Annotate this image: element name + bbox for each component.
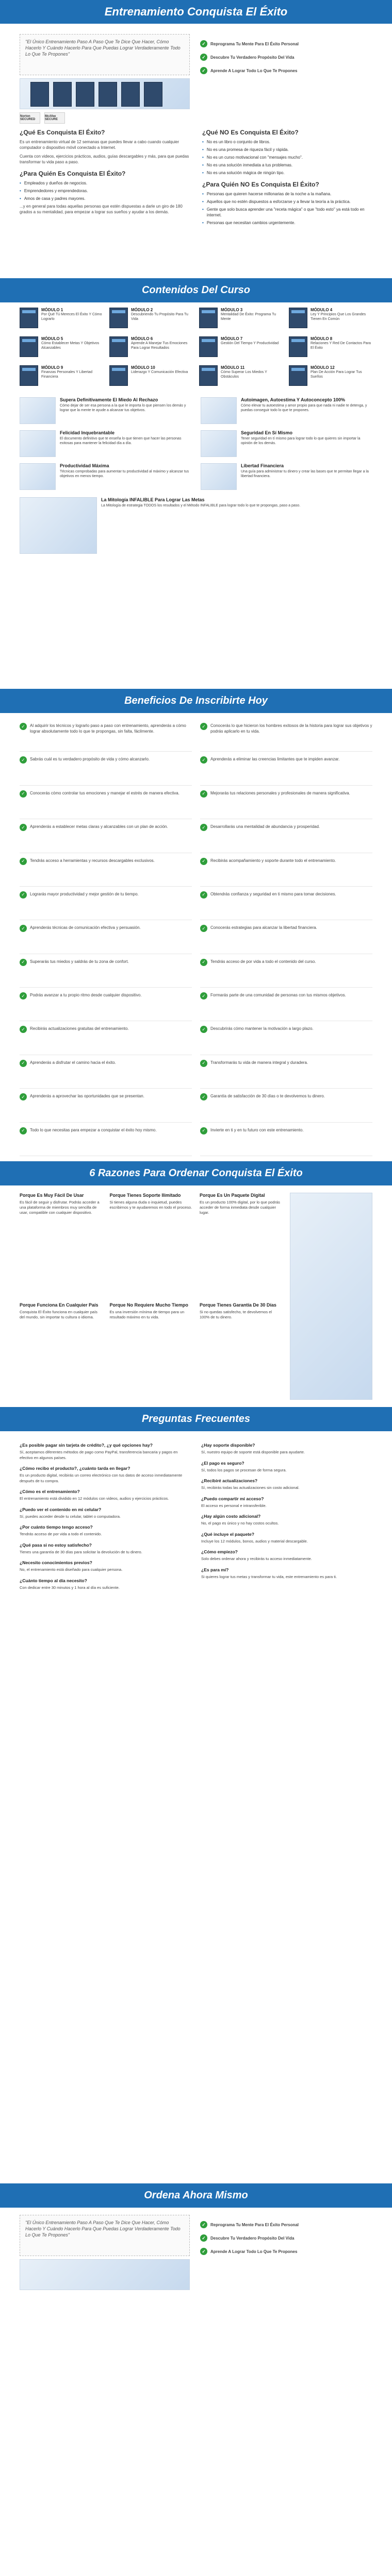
faq-answer: El entrenamiento está dividido en 12 módulos con videos, audios y ejercicios prácticos.	[20, 1496, 169, 1501]
module-item: MÓDULO 3 Mentalidad De Éxito: Programa Tu Mente	[199, 308, 283, 332]
module-item: MÓDULO 6 Aprende A Manejar Tus Emociones Para Lograr Resultados	[109, 336, 193, 361]
benefit-item: ✓ Tendrás acceso a herramientas y recursos descargables exclusivos.	[20, 853, 192, 887]
faq-answer: El acceso es personal e intransferible.	[201, 1503, 267, 1508]
benefit-item: ✓ Transformarás tu vida de manera integral y duradera.	[200, 1055, 372, 1089]
benefit-item: ✓ Conocerás cómo controlar tus emociones y manejar el estrés de manera efectiva.	[20, 786, 192, 819]
feature-image	[20, 497, 97, 554]
feature-image	[20, 463, 56, 490]
faq-grid	[0, 1431, 392, 2183]
not-for-list	[202, 191, 372, 226]
module-thumbnail	[199, 308, 218, 328]
faq-question: ¿Es para mí?	[201, 1567, 229, 1572]
benefit-item: ✓ Tendrás acceso de por vida a todo el contenido del curso.	[200, 954, 372, 988]
order-bullet: ✓ Aprende A Lograr Todo Lo Que Te Propones	[200, 2248, 372, 2255]
check-icon: ✓	[200, 992, 207, 999]
faq-question: ¿Cómo recibo el producto?, ¿cuánto tarda en llegar?	[20, 1466, 130, 1471]
modules-grid	[20, 308, 372, 390]
reasons-grid	[0, 1185, 392, 1407]
feature-item: La Mitología INFALIBLE Para Lograr Las Metas La Mitología de estrategia TODOS los resultados y el Método INFALIBLE para lograr todo lo que te propongas, paso a paso.	[20, 497, 372, 554]
not-for-title: ¿Para Quién NO Es Conquista El Éxito?	[202, 181, 319, 188]
benefit-item: ✓ Desarrollarás una mentalidad de abundancia y prosperidad.	[200, 819, 372, 853]
faq-column	[20, 1437, 191, 2177]
benefit-item: ✓ Aprenderás a eliminar las creencias limitantes que te impiden avanzar.	[200, 752, 372, 785]
benefit-item: ✓ Al adquirir los técnicos y lograrlo paso a paso con entrenamiento, aprenderás a cómo lograr absolutamente todo lo que te propongas, sin falta, fácilmente.	[20, 718, 192, 752]
module-thumbnail	[289, 308, 307, 328]
benefit-item: ✓ Garantía de satisfacción de 30 días o te devolvemos tu dinero.	[200, 1089, 372, 1122]
module-thumbnail	[289, 365, 307, 386]
benefit-item: ✓ Mejorarás tus relaciones personales y profesionales de manera significativa.	[200, 786, 372, 819]
benefit-item: ✓ Recibirás actualizaciones gratuitas del entrenamiento.	[20, 1021, 192, 1055]
hero-bullets	[200, 40, 372, 74]
faq-question: ¿Puedo ver el contenido en mi celular?	[20, 1506, 102, 1512]
list-item: • Gente que solo busca aprender una "receta mágica" o que "todo esto" ya está todo en internet.	[202, 207, 372, 218]
what-not-list	[202, 139, 372, 176]
check-icon: ✓	[200, 1026, 207, 1033]
benefit-item: ✓ Aprenderás a establecer metas claras y alcanzables con un plan de acción.	[20, 819, 192, 853]
intro-section	[0, 124, 392, 278]
feature-item: Seguridad En Sí Mismo Tener seguridad en tí mismo para lograr todo lo que quieres sin importar la opinión de los demás.	[201, 430, 372, 457]
check-icon: ✓	[20, 790, 27, 798]
module-thumbnail	[199, 336, 218, 357]
order-bullets	[200, 2221, 372, 2255]
check-icon: ✓	[200, 959, 207, 966]
hero-section	[0, 24, 392, 106]
faq-answer: Tienes una garantía de 30 días para solicitar la devolución de tu dinero.	[20, 1549, 142, 1554]
module-thumbnail	[20, 365, 38, 386]
faq-answer: Sí, todos los pagos se procesan de forma segura.	[201, 1467, 287, 1472]
check-icon: ✓	[20, 723, 27, 730]
list-item: • No es una promesa de riqueza fácil y rápida.	[202, 147, 372, 152]
order-title: Ordena Ahora Mismo	[144, 2190, 248, 2201]
benefit-item: ✓ Sabrás cuál es tu verdadero propósito de vida y cómo alcanzarlo.	[20, 752, 192, 785]
for-whom-title: ¿Para Quién Es Conquista El Éxito?	[20, 170, 126, 177]
order-product-image	[20, 2259, 190, 2290]
check-icon: ✓	[200, 2221, 207, 2228]
what-is-column	[20, 124, 190, 278]
header-band	[0, 0, 392, 24]
benefit-item: ✓ Aprenderás a disfrutar el camino hacia el éxito.	[20, 1055, 192, 1089]
course-section	[0, 302, 392, 689]
feature-item: Productividad Máxima Técnicas comprobadas para aumentar tu productividad al máximo y alcanzar tus objetivos en menos tiempo.	[20, 463, 191, 490]
benefit-item: ✓ Recibirás acompañamiento y soporte durante todo el entrenamiento.	[200, 853, 372, 887]
order-left	[20, 2215, 190, 2290]
benefit-item: ✓ Superarás tus miedos y saldrás de tu zona de confort.	[20, 954, 192, 988]
faq-column	[201, 1437, 372, 2177]
faq-question: ¿Es posible pagar sin tarjeta de crédito?, ¿y qué opciones hay?	[20, 1443, 153, 1448]
course-band	[0, 278, 392, 302]
list-item: • No es una solución mágica de ningún tipo.	[202, 170, 372, 176]
faq-question: ¿Cómo es el entrenamiento?	[20, 1489, 80, 1494]
reason-item: Porque Tienes Garantía De 30 Días Si no quedas satisfecho, te devolvemos el 100% de tu dinero.	[200, 1302, 276, 1319]
faq-question: ¿Recibiré actualizaciones?	[201, 1478, 258, 1483]
module-item: MÓDULO 4 Ley Y Principios Que Los Grandes Tienen En Común	[289, 308, 372, 332]
check-icon: ✓	[200, 790, 207, 798]
check-icon: ✓	[20, 1060, 27, 1067]
module-thumbnail	[20, 308, 38, 328]
faq-answer: Con dedicar entre 30 minutos y 1 hora al día es suficiente.	[20, 1585, 120, 1590]
benefit-item: ✓ Formarás parte de una comunidad de personas con tus mismos objetivos.	[200, 988, 372, 1021]
faq-question: ¿Qué incluye el paquete?	[201, 1531, 254, 1537]
hero-right	[200, 34, 372, 106]
module-item: MÓDULO 11 Cómo Superar Los Miedos Y Obstáculos	[199, 365, 283, 390]
module-thumbnail	[289, 336, 307, 357]
for-whom-closing: ...y en general para todas aquellas personas que estén dispuestas a darle un giro de 180 grados a su mentalidad, para empezar a lograr sus sueños y ayudar a los demás.	[20, 204, 183, 214]
reason-item: Porque Es Muy Fácil De Usar Es fácil de seguir y disfrutar. Podrás acceder a una plataforma de miembros muy sencilla de usar, compatible con cualquier dispositivo.	[20, 1193, 100, 1215]
hero-left	[20, 34, 190, 106]
check-icon: ✓	[20, 891, 27, 899]
module-item: MÓDULO 8 Relaciones Y Red De Contactos Para El Éxito	[289, 336, 372, 361]
for-whom-list	[20, 180, 190, 201]
benefit-item: ✓ Aprenderás técnicas de comunicación efectiva y persuasión.	[20, 920, 192, 954]
hero-quote: "El Único Entrenamiento Paso A Paso Que Te Dice Que Hacer, Cómo Hacerlo Y Cuándo Hacerlo Para Que Puedas Lograr Verdaderamente Todo Lo Que Te Propones"	[20, 34, 190, 75]
list-item: • No es un libro o conjunto de libros.	[202, 139, 372, 145]
faq-question: ¿Cómo empiezo?	[201, 1549, 238, 1554]
order-quote: "El Único Entrenamiento Paso A Paso Que Te Dice Que Hacer, Cómo Hacerlo Y Cuándo Hacerlo Para Que Puedas Lograr Verdaderamente Todo Lo Que Te Propones"	[20, 2215, 190, 2256]
list-item: • No es un curso motivacional con "mensajes mucho".	[202, 155, 372, 160]
faq-answer: No, el entrenamiento está diseñado para cualquier persona.	[20, 1567, 123, 1572]
benefit-item: ✓ Podrás avanzar a tu propio ritmo desde cualquier dispositivo.	[20, 988, 192, 1021]
module-thumbnail	[199, 365, 218, 386]
product-image	[20, 78, 190, 109]
module-item: MÓDULO 2 Descubriendo Tu Propósito Para Tu Vida	[109, 308, 193, 332]
module-thumbnail	[109, 308, 128, 328]
benefits-grid	[0, 713, 392, 1161]
benefit-item: ✓ Invierte en ti y en tu futuro con este entrenamiento.	[200, 1123, 372, 1156]
check-icon: ✓	[200, 1060, 207, 1067]
check-icon: ✓	[200, 756, 207, 764]
feature-image	[201, 430, 237, 457]
check-icon: ✓	[20, 824, 27, 831]
check-icon: ✓	[20, 1093, 27, 1100]
check-icon: ✓	[200, 891, 207, 899]
check-icon: ✓	[200, 1093, 207, 1100]
module-thumbnail	[20, 336, 38, 357]
check-icon: ✓	[20, 959, 27, 966]
benefit-item: ✓ Conocerás estrategias para alcanzar la libertad financiera.	[200, 920, 372, 954]
what-is-paragraph: Es un entrenamiento virtual de 12 semanas que puedes llevar a cabo cuando cualquier computador o dispositivo móvil conectado a Internet.	[20, 140, 179, 150]
course-title: Contenidos Del Curso	[141, 284, 250, 296]
faq-question: ¿Necesito conocimientos previos?	[20, 1560, 92, 1565]
benefit-item: ✓ Obtendrás confianza y seguridad en ti mismo para tomar decisiones.	[200, 887, 372, 920]
feature-item: Libertad Financiera Una guía para administrar tu dinero y crear las bases que te permitan llegar a la libertad financiera.	[201, 463, 372, 490]
check-icon: ✓	[20, 992, 27, 999]
faq-answer: Tendrás acceso de por vida a todo el contenido.	[20, 1532, 102, 1536]
benefits-title: Beneficios De Inscribirte Hoy	[124, 695, 268, 706]
check-icon: ✓	[20, 1127, 27, 1134]
faq-answer: Sí, nuestro equipo de soporte está disponible para ayudarte.	[201, 1450, 305, 1454]
norton-badge: Norton SECURED	[20, 112, 40, 124]
faq-answer: Sí, recibirás todas las actualizaciones sin costo adicional.	[201, 1485, 300, 1490]
list-item: • Emprendedores y emprendedoras.	[20, 188, 190, 194]
faq-title: Preguntas Frecuentes	[141, 1413, 251, 1425]
hero-bullet: ✓ Aprende A Lograr Todo Lo Que Te Propones	[200, 67, 372, 74]
reason-item: Porque Funciona En Cualquier País Conquista El Éxito funciona en cualquier país del mundo, sin importar tu cultura o idioma.	[20, 1302, 99, 1319]
faq-question: ¿Cuánto tiempo al día necesito?	[20, 1578, 87, 1583]
page-title: Entrenamiento Conquista El Éxito	[104, 5, 288, 18]
reason-item: Porque Tienes Soporte Ilimitado Si tienes alguna duda o inquietud, puedes escribirnos y te ayudaremos en todo el proceso.	[109, 1193, 192, 1210]
check-icon: ✓	[200, 723, 207, 730]
what-not-column	[202, 124, 372, 278]
reasons-title: 6 Razones Para Ordenar Conquista El Éxito	[89, 1167, 303, 1179]
order-section	[0, 2208, 392, 2297]
feature-item: Felicidad Inquebrantable El documento definitivo que te enseña lo que tienen que hacer las personas exitosas para mantener la felicidad día a día.	[20, 430, 191, 457]
check-icon: ✓	[20, 1026, 27, 1033]
benefit-item: ✓ Lograrás mayor productividad y mejor gestión de tu tiempo.	[20, 887, 192, 920]
order-band	[0, 2183, 392, 2208]
check-icon: ✓	[20, 858, 27, 865]
hero-bullet: ✓ Descubre Tu Verdadero Propósito Del Vida	[200, 54, 372, 61]
faq-question: ¿Puedo compartir mi acceso?	[201, 1496, 264, 1501]
faq-answer: No, el pago es único y no hay costos ocultos.	[201, 1521, 279, 1526]
order-right	[200, 2215, 372, 2290]
mcafee-badge: McAfee SECURE	[44, 112, 65, 124]
reason-image	[290, 1193, 373, 1400]
list-item: • Amos de casa y padres mayores.	[20, 196, 190, 201]
module-item: MÓDULO 5 Cómo Establecer Metas Y Objetivos Alcanzables	[20, 336, 103, 361]
list-item: • Aquellos que no estén dispuestos a esforzarse y a llevar la teoría a la práctica.	[202, 199, 372, 205]
faq-answer: Sí, aceptamos diferentes métodos de pago como PayPal, transferencia bancaria y pagos en efectivo en algunos países.	[20, 1450, 178, 1460]
feature-item: Supera Definitivamente El Miedo Al Rechazo Cómo dejar de ser esa persona a la que le importa lo que piensen los demás y lograr que la mente te ayude a alcanzar tus objetivos.	[20, 397, 191, 424]
reason-item: Porque Es Un Paquete Digital Es un producto 100% digital, por lo que podrás acceder de forma inmediata desde cualquier lugar.	[200, 1193, 280, 1215]
check-icon: ✓	[200, 67, 207, 74]
features-grid	[20, 397, 372, 490]
faq-question: ¿Hay algún costo adicional?	[201, 1514, 261, 1519]
reasons-band	[0, 1161, 392, 1185]
feature-item: Autoimagen, Autoestima Y Autoconcepto 100% Cómo elevar tu autoestima y amor propio para que nada ni nadie te detenga, y puedas conseguir todo lo que te propones.	[201, 397, 372, 424]
check-icon: ✓	[20, 925, 27, 932]
list-item: • Empleados y dueños de negocios.	[20, 180, 190, 186]
what-is-title: ¿Qué Es Conquista El Éxito?	[20, 129, 105, 136]
what-is-paragraph: Cuenta con videos, ejercicios prácticos, audios, guías descargables y más, para que puedas transformar tu vida paso a paso.	[20, 154, 189, 164]
feature-image	[20, 397, 56, 424]
module-item: MÓDULO 10 Liderazgo Y Comunicación Efectiva	[109, 365, 193, 390]
feature-image	[201, 397, 237, 424]
faq-answer: Solo debes ordenar ahora y recibirás tu acceso inmediatamente.	[201, 1556, 312, 1561]
module-thumbnail	[109, 336, 128, 357]
faq-answer: Si quieres lograr tus metas y transformar tu vida, este entrenamiento es para ti.	[201, 1574, 337, 1579]
module-item: MÓDULO 12 Plan De Acción Para Lograr Tus Sueños	[289, 365, 372, 390]
order-bullet: ✓ Descubre Tu Verdadero Propósito Del Vida	[200, 2234, 372, 2242]
faq-question: ¿Por cuánto tiempo tengo acceso?	[20, 1524, 93, 1530]
module-item: MÓDULO 1 Por Qué Tú Mereces El Éxito Y Cómo Lograrlo	[20, 308, 103, 332]
feature-image	[20, 430, 56, 457]
module-item: MÓDULO 9 Finanzas Personales Y Libertad Financiera	[20, 365, 103, 390]
list-item: • Personas que quieren hacerse millonarias de la noche a la mañana.	[202, 191, 372, 197]
list-item: • No es una solución inmediata a tus problemas.	[202, 162, 372, 168]
list-item: • Personas que necesitan cambios urgentemente.	[202, 220, 372, 226]
benefit-item: ✓ Todo lo que necesitas para empezar a conquistar el éxito hoy mismo.	[20, 1123, 192, 1156]
module-item: MÓDULO 7 Gestión Del Tiempo Y Productividad	[199, 336, 283, 361]
faq-answer: Es un producto digital, recibirás un correo electrónico con tus datos de acceso inmediatamente después de tu compra.	[20, 1473, 183, 1483]
check-icon: ✓	[200, 925, 207, 932]
faq-band	[0, 1407, 392, 1431]
check-icon: ✓	[20, 756, 27, 764]
feature-image	[201, 463, 237, 490]
benefit-item: ✓ Descubrirás cómo mantener la motivación a largo plazo.	[200, 1021, 372, 1055]
faq-question: ¿Qué pasa si no estoy satisfecho?	[20, 1542, 92, 1548]
check-icon: ✓	[200, 824, 207, 831]
benefit-item: ✓ Conocerás lo que hicieron los hombres exitosos de la historia para lograr sus objetivos y podrás aplicarlo en tu vida.	[200, 718, 372, 752]
order-bullet: ✓ Reprograma Tu Mente Para El Éxito Personal	[200, 2221, 372, 2228]
hero-bullet: ✓ Reprograma Tu Mente Para El Éxito Personal	[200, 40, 372, 47]
what-not-title: ¿Qué NO Es Conquista El Éxito?	[202, 129, 299, 136]
check-icon: ✓	[200, 1127, 207, 1134]
faq-question: ¿El pago es seguro?	[201, 1460, 244, 1466]
faq-answer: Sí, puedes acceder desde tu celular, tablet o computadora.	[20, 1514, 121, 1519]
badges-row	[0, 112, 392, 124]
check-icon: ✓	[200, 2234, 207, 2242]
benefits-band	[0, 689, 392, 713]
reason-item: Porque No Requiere Mucho Tiempo Es una inversión mínima de tiempo para un resultado máximo en tu vida.	[109, 1302, 188, 1319]
benefit-item: ✓ Aprenderás a aprovechar las oportunidades que se presentan.	[20, 1089, 192, 1122]
check-icon: ✓	[200, 2248, 207, 2255]
check-icon: ✓	[200, 40, 207, 47]
faq-question: ¿Hay soporte disponible?	[201, 1443, 255, 1448]
check-icon: ✓	[200, 858, 207, 865]
check-icon: ✓	[200, 54, 207, 61]
faq-answer: Incluye los 12 módulos, bonos, audios y material descargable.	[201, 1538, 308, 1544]
module-thumbnail	[109, 365, 128, 386]
